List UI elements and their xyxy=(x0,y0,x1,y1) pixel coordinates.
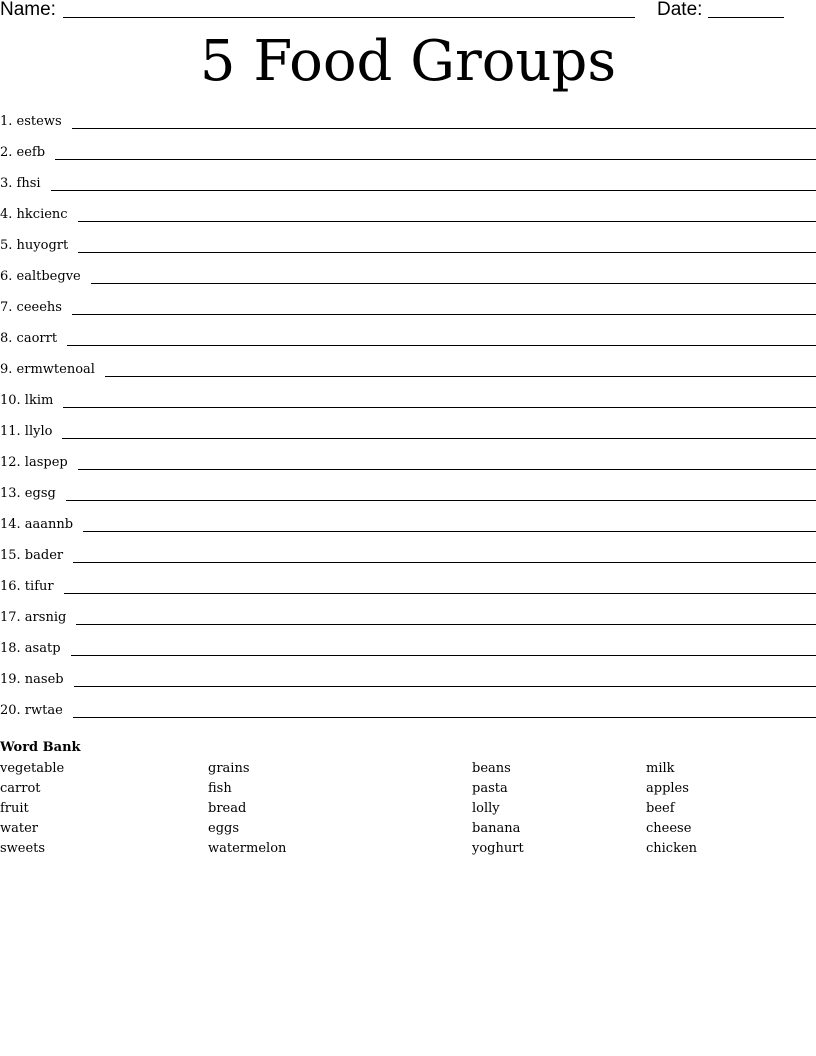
word-bank-grid xyxy=(0,757,816,857)
answer-field[interactable] xyxy=(76,608,816,625)
answer-field[interactable] xyxy=(67,329,816,346)
word-bank-word: grains xyxy=(208,761,250,776)
answer-field[interactable] xyxy=(73,546,816,563)
puzzle-item xyxy=(0,329,816,360)
answer-field[interactable] xyxy=(72,112,816,129)
scrambled-word: 10. lkim xyxy=(0,393,54,408)
puzzle-item xyxy=(0,515,816,546)
puzzle-item xyxy=(0,577,816,608)
puzzle-item xyxy=(0,112,816,143)
puzzle-item xyxy=(0,670,816,701)
scrambled-word: 8. caorrt xyxy=(0,331,58,346)
scrambled-word: 2. eefb xyxy=(0,145,46,160)
answer-field[interactable] xyxy=(71,639,816,656)
scrambled-word: 16. tifur xyxy=(0,579,54,594)
puzzle-item xyxy=(0,298,816,329)
answer-field[interactable] xyxy=(64,577,816,594)
word-bank-word: carrot xyxy=(0,781,41,796)
word-bank-word: beef xyxy=(646,801,675,816)
answer-field[interactable] xyxy=(73,701,816,718)
scrambled-word: 7. ceeehs xyxy=(0,300,62,315)
word-bank-column xyxy=(0,759,64,859)
scrambled-word: 4. hkcienc xyxy=(0,207,68,222)
word-bank-title: Word Bank xyxy=(0,740,81,755)
puzzle-item xyxy=(0,143,816,174)
answer-field[interactable] xyxy=(78,205,816,222)
puzzle-item xyxy=(0,360,816,391)
date-label: Date: xyxy=(657,0,703,20)
puzzle-item xyxy=(0,391,816,422)
answer-field[interactable] xyxy=(78,236,816,253)
word-bank-word: watermelon xyxy=(208,841,287,856)
scrambled-word: 12. laspep xyxy=(0,455,68,470)
word-bank-word: lolly xyxy=(472,801,500,816)
word-bank-word: apples xyxy=(646,781,689,796)
puzzle-item xyxy=(0,267,816,298)
word-bank-word: sweets xyxy=(0,841,46,856)
word-bank-word: fish xyxy=(208,781,232,796)
scrambled-word: 19. naseb xyxy=(0,672,64,687)
scrambled-word: 11. llylo xyxy=(0,424,53,439)
puzzle-item xyxy=(0,236,816,267)
word-bank-word: water xyxy=(0,821,39,836)
answer-field[interactable] xyxy=(78,453,816,470)
puzzle-item xyxy=(0,639,816,670)
scrambled-word: 20. rwtae xyxy=(0,703,63,718)
puzzle-item xyxy=(0,701,816,732)
word-bank-word: cheese xyxy=(646,821,692,836)
date-field[interactable] xyxy=(708,17,784,18)
name-field[interactable] xyxy=(63,17,635,18)
answer-field[interactable] xyxy=(105,360,816,377)
scrambled-word: 15. bader xyxy=(0,548,64,563)
puzzle-item xyxy=(0,205,816,236)
word-bank-word: bread xyxy=(208,801,247,816)
word-bank-word: pasta xyxy=(472,781,508,796)
answer-field[interactable] xyxy=(66,484,816,501)
word-bank-word: vegetable xyxy=(0,761,65,776)
answer-field[interactable] xyxy=(72,298,816,315)
answer-field[interactable] xyxy=(83,515,816,532)
name-label: Name: xyxy=(0,0,56,20)
word-bank-word: beans xyxy=(472,761,511,776)
answer-field[interactable] xyxy=(55,143,816,160)
word-bank-column xyxy=(208,759,286,859)
scrambled-word: 1. estews xyxy=(0,114,62,129)
word-bank-word: eggs xyxy=(208,821,240,836)
scrambled-word: 17. arsnig xyxy=(0,610,67,625)
answer-field[interactable] xyxy=(63,391,816,408)
answer-field[interactable] xyxy=(62,422,816,439)
page-title: 5 Food Groups xyxy=(199,29,617,94)
puzzle-item xyxy=(0,174,816,205)
scrambled-word: 6. ealtbegve xyxy=(0,269,81,284)
answer-field[interactable] xyxy=(74,670,816,687)
puzzle-list xyxy=(0,112,816,732)
header xyxy=(0,0,816,24)
word-bank xyxy=(0,739,816,857)
word-bank-word: fruit xyxy=(0,801,29,816)
word-bank-word: milk xyxy=(646,761,675,776)
scrambled-word: 9. ermwtenoal xyxy=(0,362,95,377)
puzzle-item xyxy=(0,453,816,484)
puzzle-item xyxy=(0,484,816,515)
word-bank-word: chicken xyxy=(646,841,698,856)
word-bank-column xyxy=(646,759,697,859)
scrambled-word: 3. fhsi xyxy=(0,176,41,191)
answer-field[interactable] xyxy=(91,267,816,284)
word-bank-word: banana xyxy=(472,821,521,836)
word-bank-word: yoghurt xyxy=(472,841,524,856)
puzzle-item xyxy=(0,546,816,577)
scrambled-word: 5. huyogrt xyxy=(0,238,69,253)
puzzle-item xyxy=(0,422,816,453)
scrambled-word: 14. aaannb xyxy=(0,517,74,532)
answer-field[interactable] xyxy=(51,174,816,191)
scrambled-word: 13. egsg xyxy=(0,486,56,501)
scrambled-word: 18. asatp xyxy=(0,641,61,656)
puzzle-item xyxy=(0,608,816,639)
word-bank-column xyxy=(472,759,524,859)
